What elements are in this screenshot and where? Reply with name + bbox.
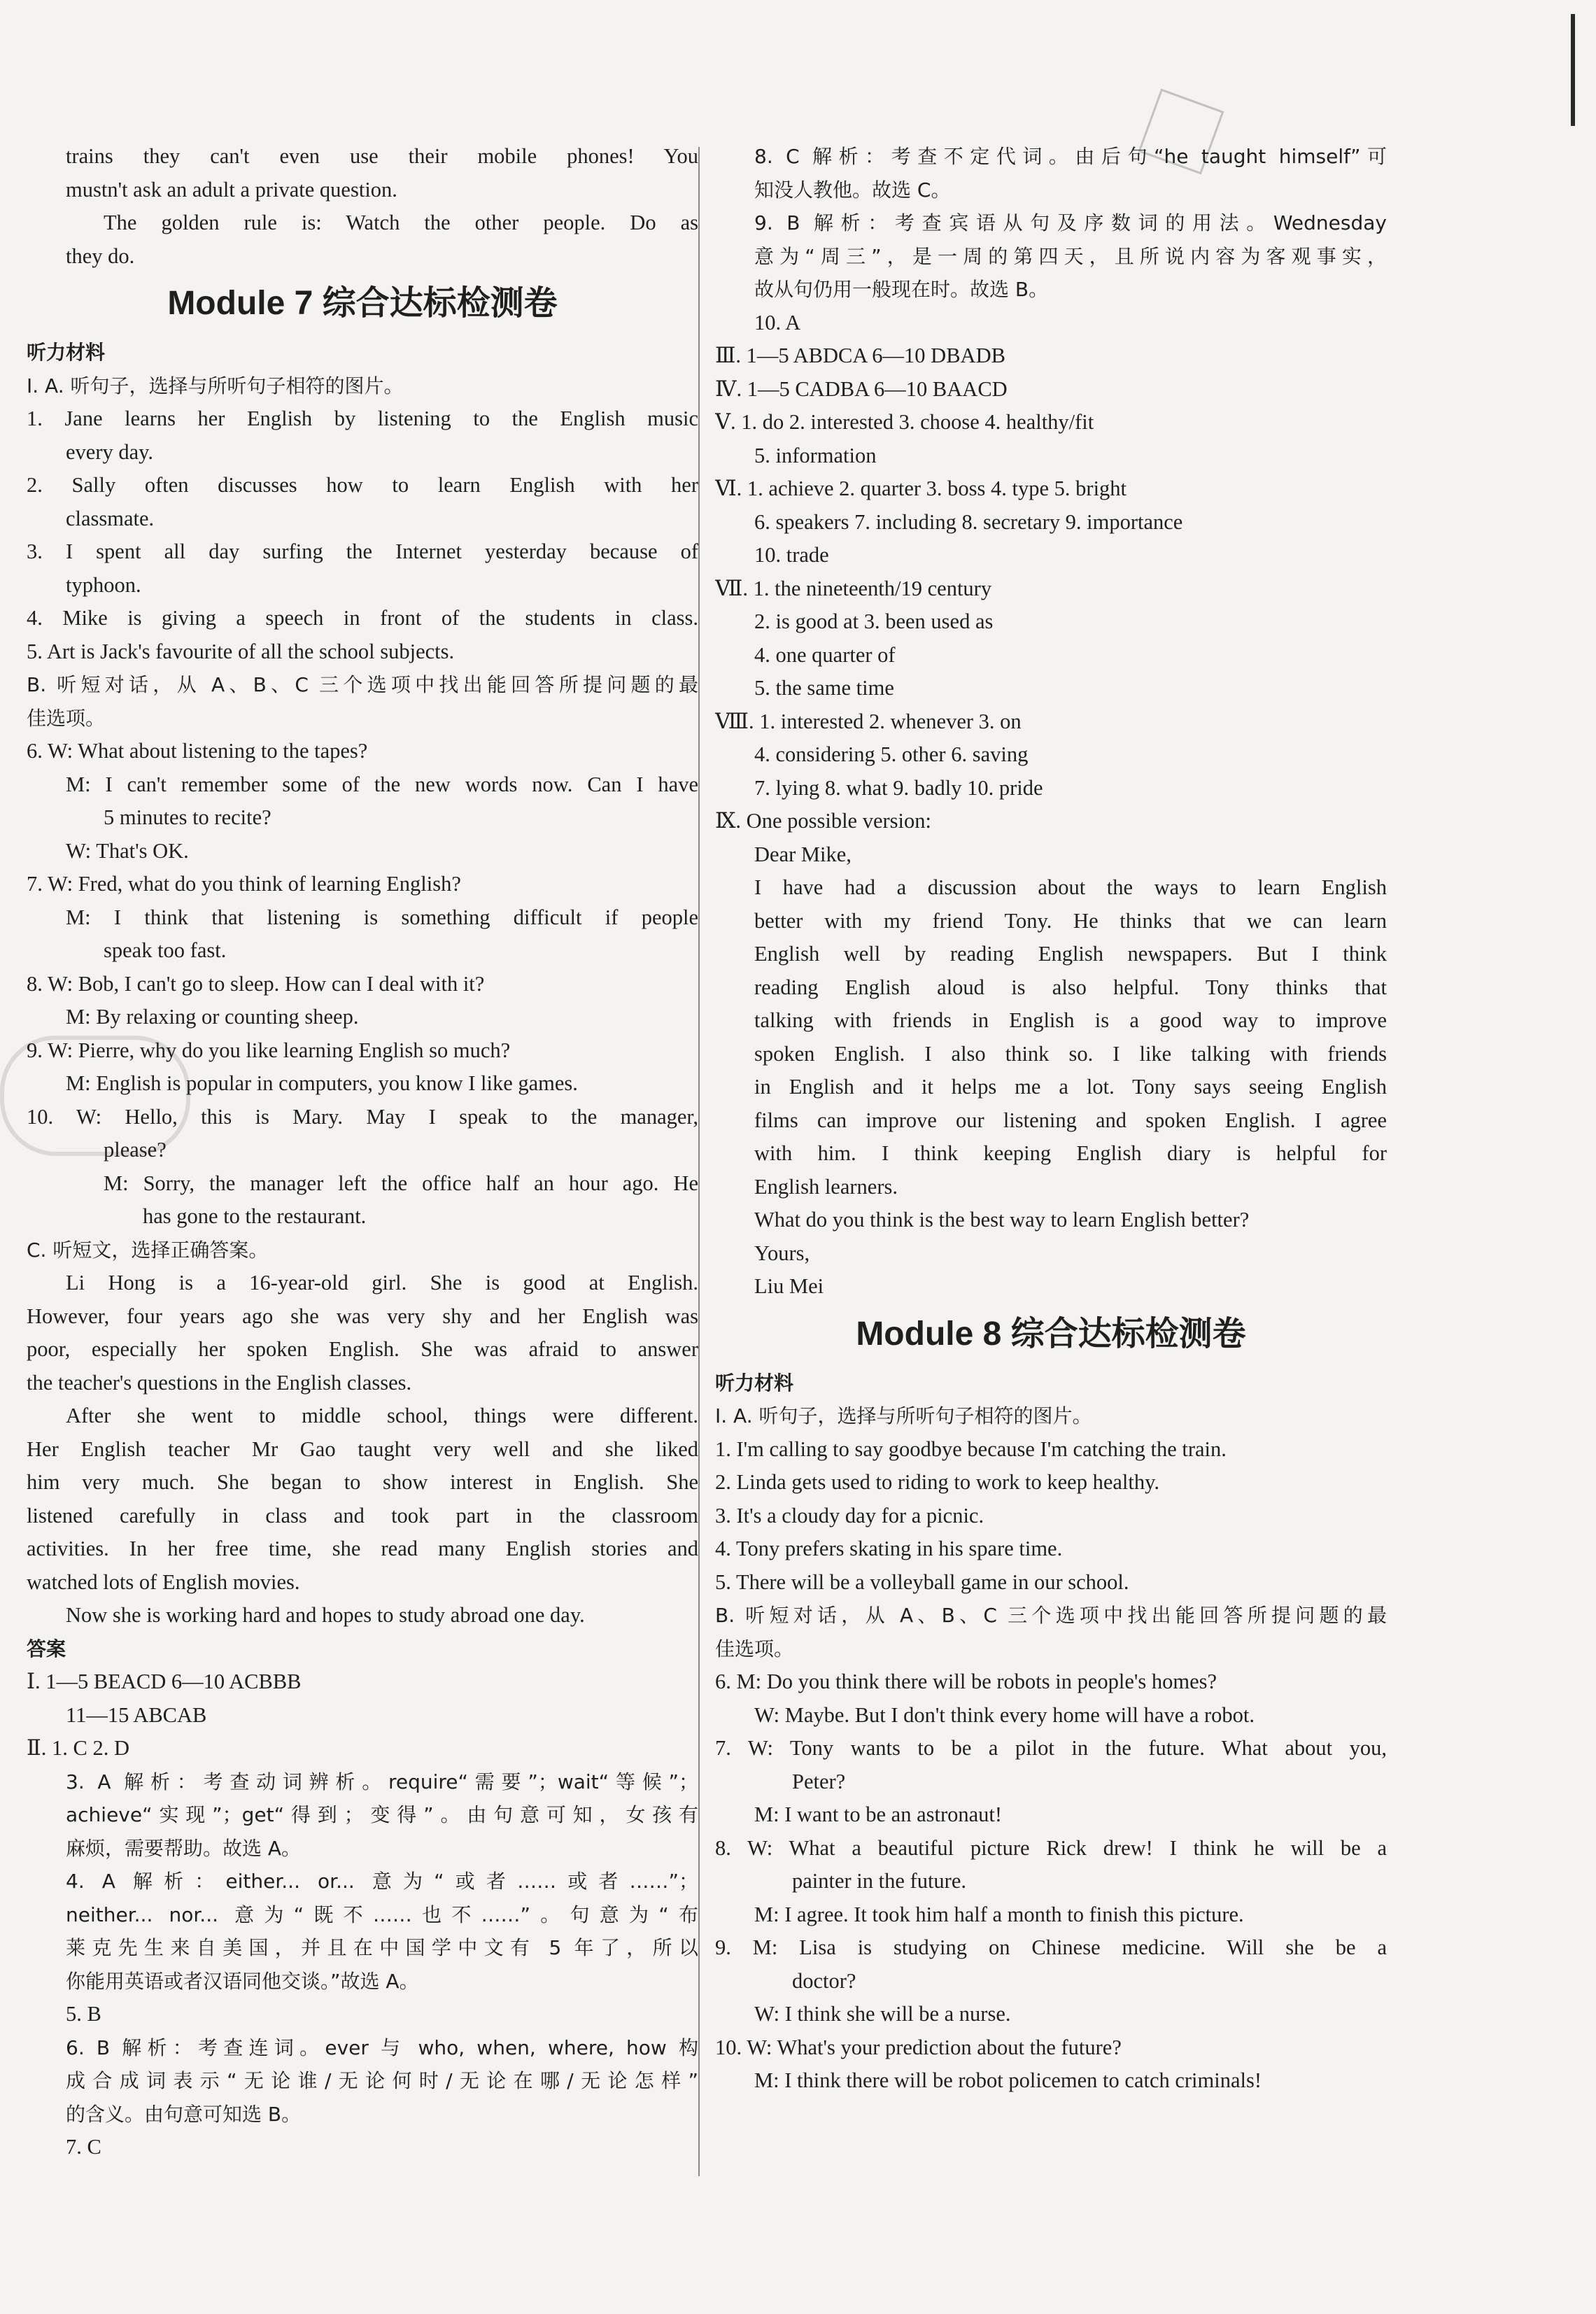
text-line: After she went to middle school, things were different. (66, 1404, 698, 1427)
text-line: activities. In her free time, she read many English stories and (27, 1537, 698, 1560)
text-line: him very much. She began to show interest in English. She (27, 1470, 698, 1494)
text-line: listened carefully in class and took part in the classroom (27, 1503, 698, 1528)
text-line: Dear Mike, (754, 842, 852, 866)
text-line: 9. B 解析：考查宾语从句及序数词的用法。Wednesday (754, 211, 1387, 234)
text-line: Ⅰ. A. 听句子，选择与所听句子相符的图片。 (27, 374, 404, 397)
text-line: 6. B 解析：考查连词。ever 与 who, when, where, how 构 (66, 2036, 698, 2059)
text-line: English well by reading English newspapers. But I think (754, 942, 1387, 966)
text-line: 9. M: Lisa is studying on Chinese medicine. Will she be a (715, 1935, 1387, 1959)
text-line: 2. Sally often discusses how to learn English with her (27, 473, 698, 497)
text-line: 的含义。由句意可知选 B。 (66, 2102, 302, 2126)
text-line: 4. A 解析：either... or... 意为“或者……或者……”； (66, 1870, 698, 1893)
text-line: M: English is popular in computers, you know I like games. (66, 1071, 578, 1095)
text-line: 5. B (66, 2002, 101, 2026)
text-line: 6. speakers 7. including 8. secretary 9. importance (754, 509, 1183, 534)
right-column (715, 140, 1387, 2098)
text-line: neither... nor... 意为“既不……也不……”。句意为“布 (66, 1903, 698, 1926)
text-line: M: I want to be an astronaut! (754, 1802, 1003, 1826)
text-line: I have had a discussion about the ways to learn English (754, 875, 1387, 899)
text-line: mustn't ask an adult a private question. (66, 177, 397, 202)
text-line: However, four years ago she was very shy and her English was (27, 1304, 698, 1328)
text-line: Ⅲ. 1—5 ABDCA 6—10 DBADB (715, 344, 1005, 367)
text-line: 9. W: Pierre, why do you like learning English so much? (27, 1038, 511, 1062)
text-line: films can improve our listening and spoken English. I agree (754, 1108, 1387, 1132)
text-line: achieve“实现”；get“得到；变得”。由句意可知，女孩有 (66, 1803, 698, 1826)
text-line: trains they can't even use their mobile phones! You (66, 144, 698, 168)
text-line: B. 听短对话，从 A、B、C 三个选项中找出能回答所提问题的最 (715, 1604, 1387, 1627)
section-heading: 听力材料 (715, 1371, 794, 1395)
text-line: 7. W: Tony wants to be a pilot in the future. What about you, (715, 1736, 1387, 1760)
answer-heading: 答案 (27, 1637, 66, 1660)
section-heading: 听力材料 (27, 341, 106, 364)
text-line: 7. lying 8. what 9. badly 10. pride (754, 775, 1043, 800)
text-line: 成合成词表示“无论谁/无论何时/无论在哪/无论怎样” (66, 2069, 698, 2092)
text-line: What do you think is the best way to learn English better? (754, 1208, 1250, 1232)
text-line: 你能用英语或者汉语同他交谈。”故选 A。 (66, 1969, 419, 1993)
text-line: C. 听短文，选择正确答案。 (27, 1238, 269, 1262)
text-line: doctor? (792, 1968, 856, 1993)
text-line: Yours, (754, 1241, 810, 1265)
text-line: 5. information (754, 443, 877, 467)
text-line: 6. M: Do you think there will be robots in people's homes? (715, 1670, 1217, 1693)
text-line: 1. I'm calling to say goodbye because I'm catching the train. (715, 1437, 1227, 1461)
text-line: 7. W: Fred, what do you think of learning English? (27, 872, 461, 896)
text-line: Ⅳ. 1—5 CADBA 6—10 BAACD (715, 376, 1008, 401)
text-line: 2. is good at 3. been used as (754, 609, 994, 633)
binding-mark (1571, 14, 1575, 126)
text-line: in English and it helps me a lot. Tony says seeing English (754, 1075, 1387, 1099)
text-line: spoken English. I also think so. I like talking with friends (754, 1041, 1387, 1066)
text-line: Ⅰ. 1—5 BEACD 6—10 ACBBB (27, 1670, 302, 1693)
text-line: 8. C 解析：考查不定代词。由后句“he taught himself”可 (754, 145, 1387, 168)
text-line: Liu Mei (754, 1274, 824, 1298)
text-line: Li Hong is a 16-year-old girl. She is good at English. (66, 1271, 698, 1294)
text-line: B. 听短对话，从 A、B、C 三个选项中找出能回答所提问题的最 (27, 673, 698, 696)
text-line: 知没人教他。故选 C。 (754, 178, 951, 202)
text-line: painter in the future. (792, 1869, 966, 1893)
text-line: the teacher's questions in the English classes. (27, 1370, 412, 1395)
module-7-title: Module 7 综合达标检测卷 (167, 285, 558, 322)
text-line: with him. I think keeping English diary is helpful for (754, 1141, 1387, 1165)
text-line: Ⅴ. 1. do 2. interested 3. choose 4. healthy/fit (715, 410, 1094, 434)
text-line: Peter? (792, 1769, 846, 1793)
text-line: talking with friends in English is a good way to improve (754, 1008, 1387, 1032)
text-line: English learners. (754, 1174, 898, 1199)
text-line: better with my friend Tony. He thinks that we can learn (754, 908, 1387, 933)
text-line: W: Maybe. But I don't think every home will have a robot. (754, 1702, 1255, 1727)
text-line: Ⅱ. 1. C 2. D (27, 1736, 129, 1760)
text-line: 5. the same time (754, 676, 894, 700)
text-line: poor, especially her spoken English. She was afraid to answer (27, 1337, 698, 1361)
text-line: 5. Art is Jack's favourite of all the school subjects. (27, 639, 455, 663)
column-divider (698, 147, 700, 2176)
text-line: 佳选项。 (715, 1637, 794, 1660)
text-line: 8. W: Bob, I can't go to sleep. How can I deal with it? (27, 971, 485, 996)
text-line: 6. W: What about listening to the tapes? (27, 739, 368, 763)
text-line: M: I can't remember some of the new words now. Can I have (66, 772, 698, 796)
text-line: The golden rule is: Watch the other people. Do as (104, 211, 698, 234)
text-line: 7. C (66, 2135, 101, 2159)
text-line: 1. Jane learns her English by listening to the English music (27, 407, 698, 430)
text-line: typhoon. (66, 572, 141, 597)
text-line: 5 minutes to recite? (104, 805, 271, 829)
text-line: 2. Linda gets used to riding to work to keep healthy. (715, 1470, 1160, 1494)
text-line: W: I think she will be a nurse. (754, 2002, 1011, 2026)
text-line: 意为“周三”，是一周的第四天，且所说内容为客观事实， (754, 244, 1387, 268)
text-line: M: I think there will be robot policemen to catch criminals! (754, 2068, 1262, 2092)
text-line: 4. Tony prefers skating in his spare time. (715, 1537, 1063, 1560)
text-line: Now she is working hard and hopes to study abroad one day. (66, 1603, 585, 1627)
text-line: 莱克先生来自美国，并且在中国学中文有 5 年了，所以 (66, 1936, 698, 1959)
text-line: Ⅰ. A. 听句子，选择与所听句子相符的图片。 (715, 1404, 1092, 1427)
text-line: M: By relaxing or counting sheep. (66, 1005, 359, 1029)
text-line: 10. trade (754, 543, 829, 567)
text-line: has gone to the restaurant. (143, 1204, 367, 1228)
text-line: 故从句仍用一般现在时。故选 B。 (754, 278, 1049, 301)
text-line: 3. It's a cloudy day for a picnic. (715, 1503, 984, 1528)
text-line: every day. (66, 439, 154, 464)
text-line: reading English aloud is also helpful. Tony thinks that (754, 975, 1387, 999)
text-line: M: I think that listening is something difficult if people (66, 905, 698, 929)
left-column (27, 140, 698, 2164)
text-line: Ⅵ. 1. achieve 2. quarter 3. boss 4. type 5. bright (715, 477, 1127, 500)
text-line: classmate. (66, 506, 155, 530)
text-line: 10. A (754, 310, 801, 334)
text-line: 11—15 ABCAB (66, 1702, 207, 1727)
text-line: M: I agree. It took him half a month to finish this picture. (754, 1902, 1244, 1926)
text-line: 10. W: What's your prediction about the future? (715, 2035, 1122, 2059)
text-line: Ⅷ. 1. interested 2. whenever 3. on (715, 709, 1022, 733)
text-line: Ⅶ. 1. the nineteenth/19 century (715, 576, 992, 600)
text-line: 8. W: What a beautiful picture Rick drew! I think he will be a (715, 1835, 1387, 1860)
text-line: they do. (66, 244, 135, 268)
text-line: 4. Mike is giving a speech in front of the students in class. (27, 606, 698, 630)
module-8-title: Module 8 综合达标检测卷 (856, 1315, 1246, 1353)
text-line: 5. There will be a volleyball game in our school. (715, 1569, 1129, 1594)
text-line: 10. W: Hello, this is Mary. May I speak to the manager, (27, 1104, 698, 1129)
text-line: please? (104, 1138, 167, 1162)
text-line: 4. one quarter of (754, 642, 896, 667)
text-line: speak too fast. (104, 938, 227, 962)
text-line: Ⅸ. One possible version: (715, 809, 931, 833)
text-line: 3. I spent all day surfing the Internet yesterday because of (27, 539, 698, 563)
text-line: Her English teacher Mr Gao taught very well and she liked (27, 1437, 698, 1461)
text-line: watched lots of English movies. (27, 1569, 300, 1594)
text-line: 麻烦，需要帮助。故选 A。 (66, 1836, 302, 1860)
text-line: M: Sorry, the manager left the office half an hour ago. He (104, 1171, 698, 1195)
text-line: 4. considering 5. other 6. saving (754, 742, 1029, 766)
text-line: 3. A 解析：考查动词辨析。require“需要”；wait“等候”； (66, 1770, 698, 1793)
text-line: 佳选项。 (27, 706, 106, 730)
text-line: W: That's OK. (66, 838, 189, 863)
